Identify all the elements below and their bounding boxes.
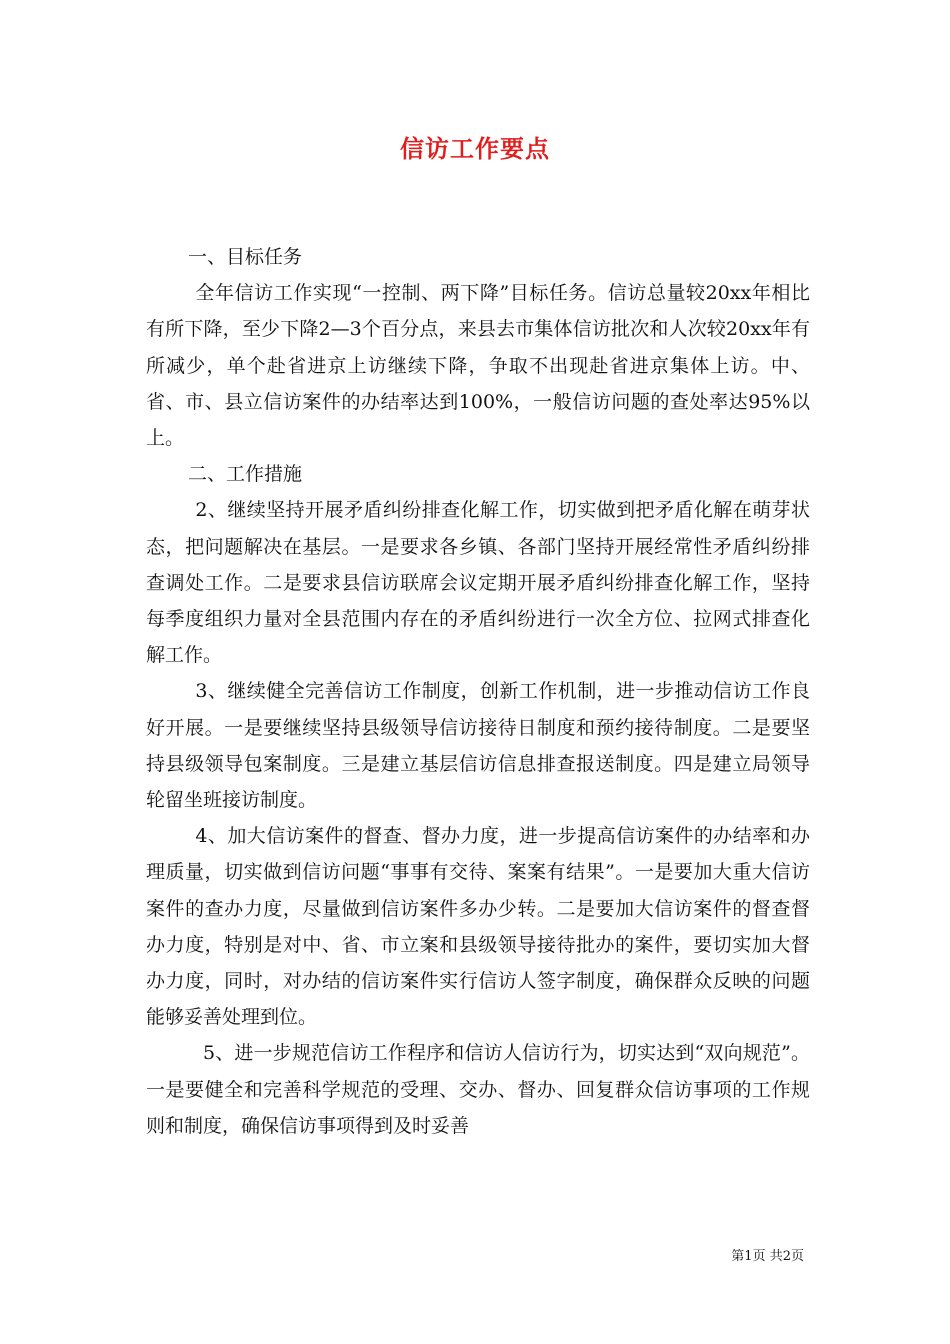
footer-middle: 页 共 — [752, 1249, 783, 1264]
document-title: 信访工作要点 — [400, 135, 550, 163]
document-body — [146, 239, 810, 1144]
paragraph-measure-4: 4、加大信访案件的督查、督办力度，进一步提高信访案件的办结率和办理质量，切实做到信访问题“事事有交待、案案有结果”。一是要加大重大信访案件的查办力度，尽量做到信访案件多办少转。二是要加大信访案件的督查督办力度，特别是对中、省、市立案和县级领导接待批办的案件，要切实加大督办力度，同时，对办结的信访案件实行信访人签字制度，确保群众反映的问题能够妥善处理到位。 — [146, 825, 810, 1029]
footer-suffix: 页 — [790, 1249, 804, 1264]
section-heading-goals: 一、目标任务 — [188, 246, 303, 268]
footer-current-page: 1 — [744, 1249, 753, 1264]
paragraph-goals: 全年信访工作实现“一控制、两下降”目标任务。信访总量较20xx年相比有所下降，至少下降2—3个百分点，来县去市集体信访批次和人次较20xx年有所减少，单个赴省进京上访继续下降，争取不出现赴省进京集体上访。中、省、市、县立信访案件的办结率达到100%，一般信访问题的查处率达95%以上。 — [146, 282, 810, 450]
paragraph-measure-3: 3、继续健全完善信访工作制度，创新工作机制，进一步推动信访工作良好开展。一是要继续坚持县级领导信访接待日制度和预约接待制度。二是要坚持县级领导包案制度。三是建立基层信访信息排查报送制度。四是建立局领导轮留坐班接访制度。 — [146, 680, 810, 812]
paragraph-measure-5: 5、进一步规范信访工作程序和信访人信访行为，切实达到“双向规范”。一是要健全和完善科学规范的受理、交办、督办、回复群众信访事项的工作规则和制度，确保信访事项得到及时妥善 — [146, 1042, 810, 1137]
section-heading-measures: 二、工作措施 — [188, 463, 303, 486]
page-number-footer — [731, 1248, 804, 1266]
paragraph-measure-2: 2、继续坚持开展矛盾纠纷排查化解工作，切实做到把矛盾化解在萌芽状态，把问题解决在基层。一是要求各乡镇、各部门坚持开展经常性矛盾纠纷排查调处工作。二是要求县信访联席会议定期开展矛盾纠纷排查化解工作，坚持每季度组织力量对全县范围内存在的矛盾纠纷进行一次全方位、拉网式排查化解工作。 — [146, 499, 810, 667]
footer-total-pages: 2 — [782, 1249, 791, 1264]
footer-prefix: 第 — [731, 1249, 745, 1264]
